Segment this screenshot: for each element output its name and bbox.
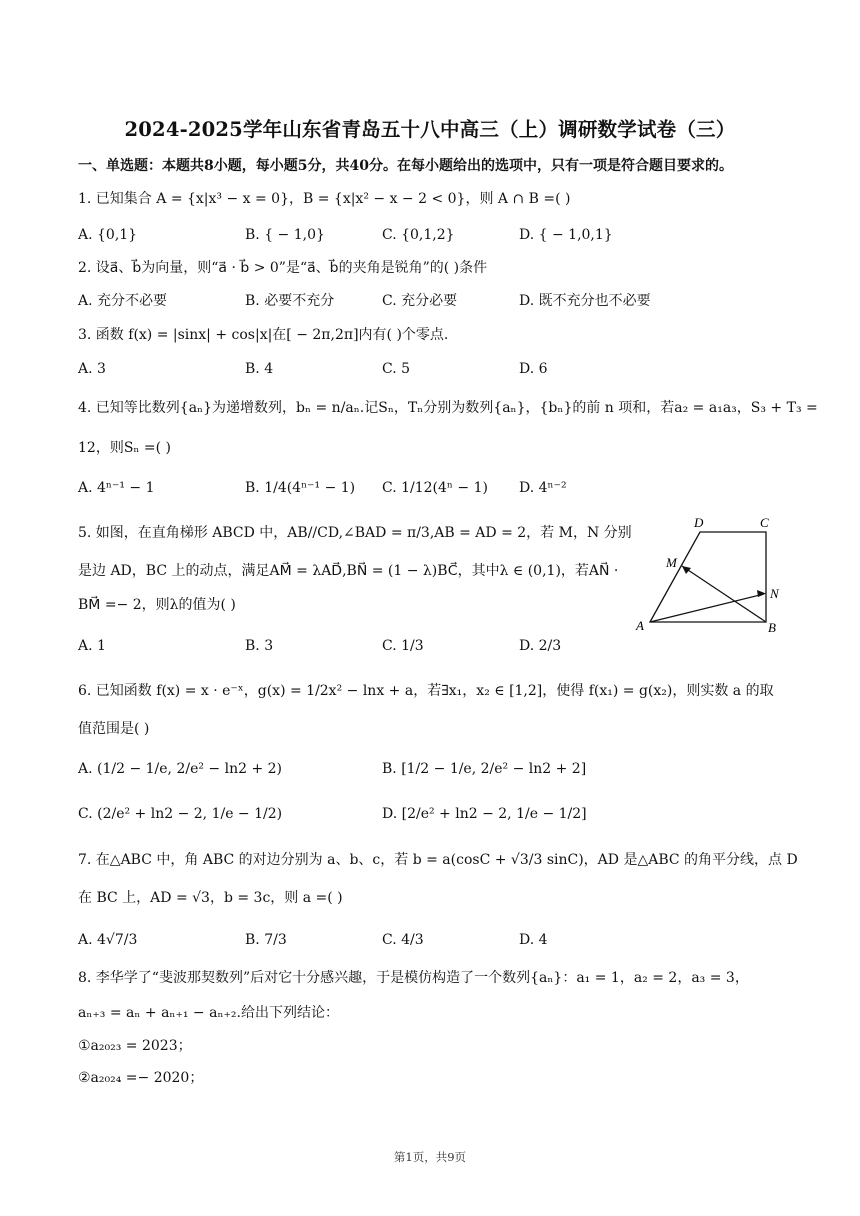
q2-option-a: A. 充分不必要 (78, 293, 168, 309)
q2-option-b: B. 必要不充分 (245, 293, 335, 309)
q3-option-d: D. 6 (519, 361, 548, 377)
vector-an (650, 594, 764, 622)
question-8-statement-2: ②a₂₀₂₄ =− 2020； (78, 1070, 204, 1086)
q3-option-a: A. 3 (78, 361, 106, 377)
question-2-text: 2. 设a⃗、b⃗为向量，则“a⃗ · b⃗ > 0”是“a⃗、b⃗的夹角是锐角”的( )条件 (78, 260, 488, 276)
q5-option-b: B. 3 (245, 638, 274, 654)
q4-option-b: B. 1/4(4ⁿ⁻¹ − 1) (245, 480, 356, 496)
q5-option-c: C. 1/3 (382, 638, 424, 654)
q1-option-d: D. { − 1,0,1} (519, 227, 613, 243)
question-5-text-line1: 5. 如图，在直角梯形 ABCD 中，AB//CD,∠BAD = π/3,AB = AD = 2，若 M，N 分别 (78, 525, 632, 541)
q4-option-a: A. 4ⁿ⁻¹ − 1 (78, 480, 155, 496)
q4-option-c: C. 1/12(4ⁿ − 1) (382, 480, 488, 496)
q1-option-b: B. { − 1,0} (245, 227, 325, 243)
label-c: C (760, 515, 769, 530)
question-7-text-line1: 7. 在△ABC 中，角 ABC 的对边分别为 a、b、c，若 b = a(cosC + √3/3 sinC)，AD 是△ABC 的角平分线，点 D (78, 852, 798, 868)
trapezoid-abcd (650, 532, 766, 622)
question-4-text-line1: 4. 已知等比数列{aₙ}为递增数列，bₙ = n/aₙ.记Sₙ，Tₙ分别为数列{aₙ}，{bₙ}的前 n 项和，若a₂ = a₁a₃，S₃ + T₃ = (78, 400, 818, 416)
q2-option-d: D. 既不充分也不必要 (519, 293, 651, 309)
q6-option-c: C. (2/e² + ln2 − 2, 1/e − 1/2) (78, 806, 283, 822)
question-4-text-line2: 12，则Sₙ =( ) (78, 440, 172, 456)
q3-option-c: C. 5 (382, 361, 411, 377)
trapezoid-diagram (630, 510, 790, 638)
q7-option-b: B. 7/3 (245, 932, 287, 948)
q7-option-c: C. 4/3 (382, 932, 424, 948)
question-8-text-line2: aₙ₊₃ = aₙ + aₙ₊₁ − aₙ₊₂.给出下列结论： (78, 1005, 339, 1021)
label-b: B (768, 620, 776, 635)
question-6-text-line2: 值范围是( ) (78, 721, 150, 737)
q5-option-d: D. 2/3 (519, 638, 562, 654)
arrow-bm (682, 566, 691, 574)
label-d: D (694, 515, 704, 530)
label-a: A (636, 618, 644, 633)
q6-option-a: A. (1/2 − 1/e, 2/e² − ln2 + 2) (78, 761, 282, 777)
question-3-text: 3. 函数 f(x) = |sinx| + cos|x|在[ − 2π,2π]内有( )个零点. (78, 327, 449, 343)
question-8-text-line1: 8. 李华学了“斐波那契数列”后对它十分感兴趣，于是模仿构造了一个数列{aₙ}：a₁ = 1，a₂ = 2，a₃ = 3， (78, 970, 749, 986)
question-8-statement-1: ①a₂₀₂₃ = 2023； (78, 1038, 192, 1054)
q7-option-a: A. 4√7/3 (78, 932, 138, 948)
question-5-text-line3: BM⃗ =− 2，则λ的值为( ) (78, 597, 236, 613)
q2-option-c: C. 充分必要 (382, 293, 458, 309)
question-5-text-line2: 是边 AD，BC 上的动点，满足AM⃗ = λAD⃗,BN⃗ = (1 − λ)BC⃗，其中λ ∈ (0,1)，若AN⃗ · (78, 563, 619, 579)
q3-option-b: B. 4 (245, 361, 274, 377)
q6-option-d: D. [2/e² + ln2 − 2, 1/e − 1/2] (382, 806, 587, 822)
q1-option-a: A. {0,1} (78, 227, 138, 243)
question-7-text-line2: 在 BC 上，AD = √3，b = 3c，则 a =( ) (78, 890, 343, 906)
label-n: N (770, 586, 779, 601)
q7-option-d: D. 4 (519, 932, 548, 948)
question-1-text: 1. 已知集合 A = {x|x³ − x = 0}，B = {x|x² − x − 2 < 0}，则 A ∩ B =( ) (78, 191, 571, 207)
trapezoid-figure (630, 510, 790, 638)
vector-bm (682, 566, 766, 622)
question-6-text-line1: 6. 已知函数 f(x) = x · e⁻ˣ，g(x) = 1/2x² − lnx + a，若∃x₁，x₂ ∈ [1,2]，使得 f(x₁) = g(x₂)，则实数 a 的取 (78, 683, 774, 699)
label-m: M (666, 555, 677, 570)
q5-option-a: A. 1 (78, 638, 106, 654)
arrow-an (757, 590, 766, 597)
page-footer: 第1页，共9页 (393, 1150, 467, 1164)
q4-option-d: D. 4ⁿ⁻² (519, 480, 567, 496)
q1-option-c: C. {0,1,2} (382, 227, 455, 243)
page-title: 2024-2025学年山东省青岛五十八中高三（上）调研数学试卷（三） (124, 118, 736, 141)
q6-option-b: B. [1/2 − 1/e, 2/e² − ln2 + 2] (382, 761, 587, 777)
section-heading: 一、单选题：本题共8小题，每小题5分，共40分。在每小题给出的选项中，只有一项是符合题目要求的。 (78, 158, 733, 174)
